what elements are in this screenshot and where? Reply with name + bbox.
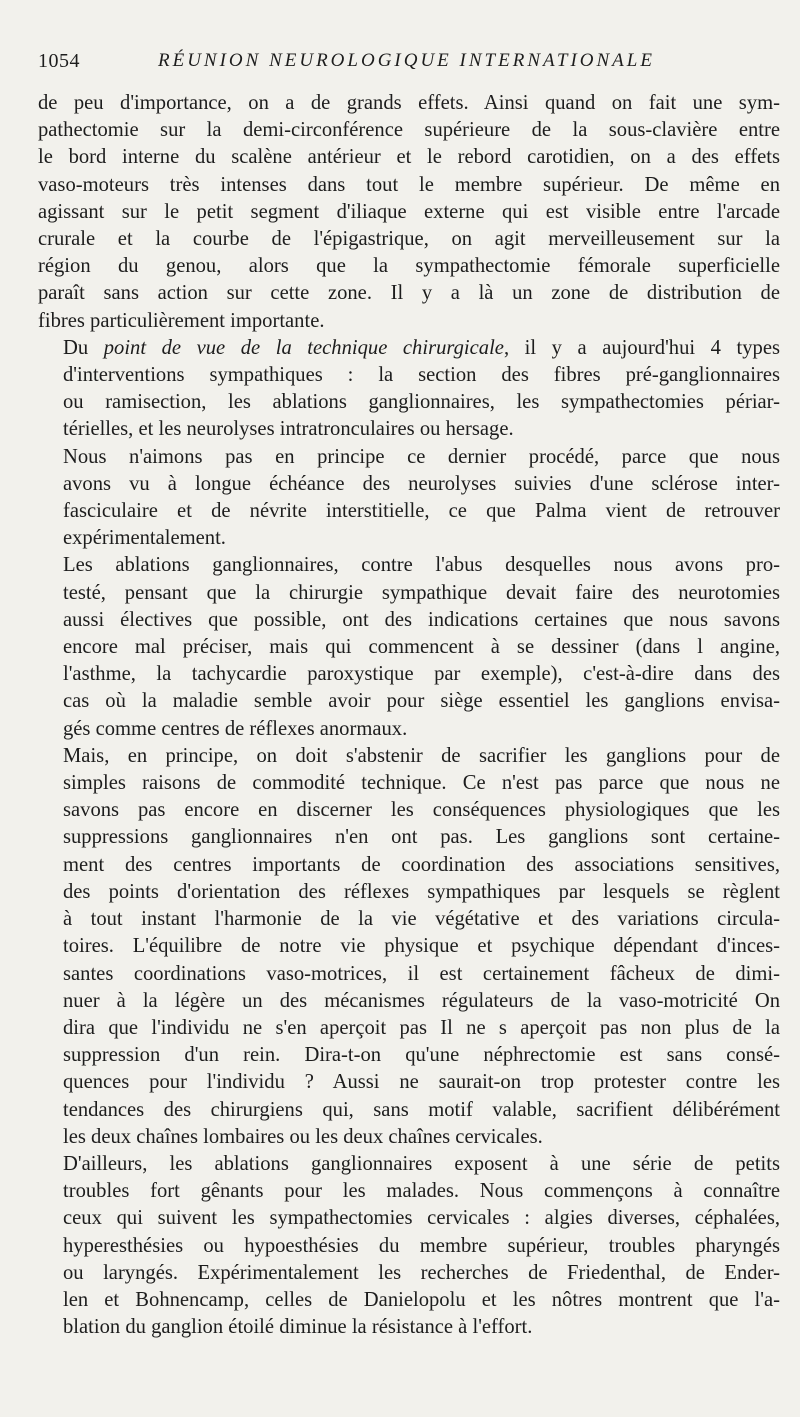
text-line: nuer à la légère un des mécanismes régulateurs de la vaso-motricité On [63,989,780,1012]
text-line: blation du ganglion étoilé diminue la résistance à l'effort. [63,1316,533,1339]
page-number: 1054 [38,50,80,72]
text-line: Les ablations ganglionnaires, contre l'abus desquelles nous avons pro- [63,554,780,577]
running-title: RÉUNION NEUROLOGIQUE INTERNATIONALE [158,50,655,71]
text-line: d'interventions sympathiques : la section des fibres pré-ganglionnaires [63,364,780,387]
text-line: troubles fort gênants pour les malades. Nous commençons à connaître [63,1180,780,1203]
text-line: térielles, et les neurolyses intratronculaires ou hersage. [63,418,514,441]
paragraph-5 [38,743,780,1151]
text-line: dira que l'individu ne s'en aperçoit pas Il ne s aperçoit pas non plus de la [63,1016,780,1039]
text-line: à tout instant l'harmonie de la vie végétative et des variations circula- [63,908,780,931]
text-line: paraît sans action sur cette zone. Il y a là un zone de distribution de [38,282,780,305]
text-line: ment des centres importants de coordination des associations sensitives, [63,853,780,876]
text-line: Nous n'aimons pas en principe ce dernier procédé, parce que nous [63,445,780,468]
text-line: encore mal préciser, mais qui commencent à se dessiner (dans l angine, [63,636,780,659]
text-line: len et Bohnencamp, celles de Danielopolu et les nôtres montrent que l'a- [63,1288,780,1311]
paragraph-2 [38,335,780,444]
text-line: gés comme centres de réflexes anormaux. [63,717,408,740]
text-line: de peu d'importance, on a de grands effets. Ainsi quand on fait une sym- [38,92,780,114]
text-line: région du genou, alors que la sympathectomie fémorale superficielle [38,255,780,278]
text-line: quences pour l'individu ? Aussi ne saurait-on trop protester contre les [63,1071,780,1094]
paragraph-1 [38,90,780,335]
text-line: cas où la maladie semble avoir pour siège essentiel les ganglions envisa- [63,690,780,713]
text-line: le bord interne du scalène antérieur et le rebord carotidien, on a des effets [38,146,780,169]
text-line: crurale et la courbe de l'épigastrique, on agit merveilleusement sur la [38,228,780,251]
text-line: suppression d'un rein. Dira-t-on qu'une néphrectomie est sans consé- [63,1044,780,1067]
text-line: ou laryngés. Expérimentalement les recherches de Friedenthal, de Ender- [63,1261,780,1284]
page-header [38,50,780,84]
text-line: pathectomie sur la demi-circonférence supérieure de la sous-clavière entre [38,119,780,142]
paragraph-6 [38,1151,780,1341]
text-line: vaso-moteurs très intenses dans tout le membre supérieur. De même en [38,173,780,196]
text-line: des points d'orientation des réflexes sympathiques par lesquels se règlent [63,880,780,903]
text-line: ou ramisection, les ablations ganglionnaires, les sympathectomies périar- [63,391,780,414]
text-line: D'ailleurs, les ablations ganglionnaires exposent à une série de petits [63,1152,780,1175]
text-line: ceux qui suivent les sympathectomies cervicales : algies diverses, céphalées, [63,1207,780,1230]
text-line: Mais, en principe, on doit s'abstenir de sacrifier les ganglions pour de [63,744,780,767]
text-line: avons vu à longue échéance des neurolyses suivies d'une sclérose inter- [63,472,780,495]
paragraph-4 [38,552,780,742]
text-line: agissant sur le petit segment d'iliaque externe qui est visible entre l'arcade [38,200,780,223]
text-line: santes coordinations vaso-motrices, il est certainement fâcheux de dimi- [63,962,780,985]
italic-phrase: point de vue de la technique chirurgicale [103,336,504,359]
text-line: testé, pensant que la chirurgie sympathique devait faire des neurotomies [63,581,780,604]
text-line: hyperesthésies ou hypoesthésies du membre supérieur, troubles pharyngés [63,1234,780,1257]
text-line: savons pas encore en discerner les conséquences physiologiques que les [63,799,780,822]
intro-prefix: Du [63,336,104,359]
text-line: expérimentalement. [63,527,226,550]
text-line: toires. L'équilibre de notre vie physique et psychique dépendant d'inces- [63,935,780,958]
text-line: suppressions ganglionnaires n'en ont pas. Les ganglions sont certaine- [63,826,780,849]
text-line: fibres particulièrement importante. [38,309,325,332]
text-line: simples raisons de commodité technique. Ce n'est pas parce que nous ne [63,772,780,795]
text-line: les deux chaînes lombaires ou les deux chaînes cervicales. [63,1125,543,1148]
text-line [38,335,780,362]
body-text [38,90,780,1341]
text-line: aussi électives que possible, ont des indications certaines que nous savons [63,608,780,631]
text-line: fasciculaire et de névrite interstitielle, ce que Palma vient de retrouver [63,500,780,523]
text-line: tendances des chirurgiens qui, sans motif valable, sacrifient délibérément [63,1098,780,1121]
book-page [38,50,780,1341]
paragraph-3 [38,444,780,553]
intro-suffix: , il y a aujourd'hui 4 types [503,336,780,359]
text-line: l'asthme, la tachycardie paroxystique par exemple), c'est-à-dire dans des [63,663,780,686]
